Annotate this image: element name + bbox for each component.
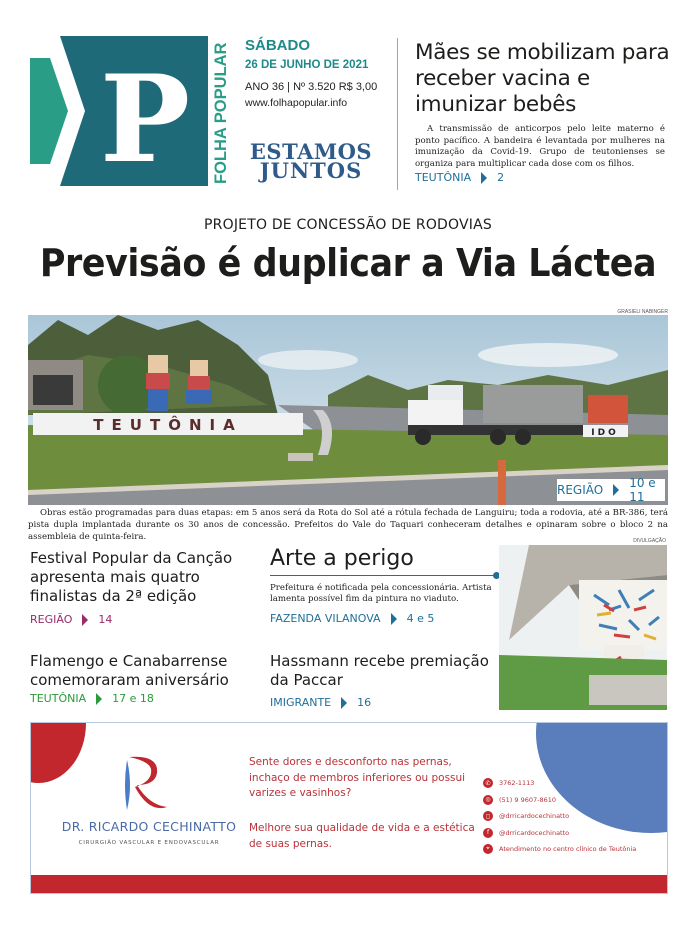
kicker-page: 17 e 18 bbox=[112, 692, 154, 705]
ad-bottom-bar bbox=[31, 875, 667, 893]
kicker-section: TEUTÔNIA bbox=[415, 171, 472, 184]
kicker-section: REGIÃO bbox=[557, 483, 604, 497]
lead-kicker[interactable] bbox=[557, 476, 665, 504]
kicker-page: 4 e 5 bbox=[406, 612, 435, 625]
photo-credit: GRASIELI NABINGER bbox=[617, 309, 668, 315]
ad-logo-r-icon bbox=[119, 755, 169, 815]
advertisement[interactable] bbox=[30, 722, 668, 894]
ad-question: Sente dores e desconforto nas pernas, inchaço de membros inferiores ou possui varizes e vasinhos? bbox=[249, 756, 466, 799]
main-headline[interactable]: Previsão é duplicar a Via Láctea bbox=[39, 241, 657, 285]
issue-edition: ANO 36 | Nº 3.520 R$ 3,00 bbox=[245, 81, 378, 93]
story-body-arte: Prefeitura é notificada pela concessionária. Artista lamenta possível fim da pintura no viaduto. bbox=[270, 583, 492, 604]
arrow-right-icon bbox=[613, 484, 619, 496]
campaign-line2: JUNTOS bbox=[259, 158, 363, 183]
kicker-section: FAZENDA VILANOVA bbox=[270, 612, 381, 625]
contact-text: @drricardocechinatto bbox=[499, 812, 570, 821]
story-kicker-hassmann[interactable] bbox=[270, 696, 371, 709]
story-title-flamengo[interactable]: Flamengo e Canabarrense comemoraram aniversário bbox=[30, 652, 229, 689]
ad-contact-phone[interactable] bbox=[483, 775, 668, 792]
arrow-right-icon bbox=[96, 693, 102, 705]
contact-text: 3762-1113 bbox=[499, 779, 535, 788]
kicker-page: 14 bbox=[98, 613, 113, 626]
arrow-right-icon bbox=[341, 697, 347, 709]
lead-photo[interactable] bbox=[28, 315, 668, 505]
website-link[interactable]: www.folhapopular.info bbox=[245, 97, 348, 109]
lead-caption: Obras estão programadas para duas etapas: em 5 anos será da Rota do Sol até a rótula fechada de Languiru; toda a rodovia, até a BR-386, terá pista dupla implantada durante os 30 anos de concessão. Prefeitos do Vale do Taquari conheceram detalhes e opinaram sobre o bloco 2 na assembleia de quinta-feira. bbox=[28, 508, 668, 542]
story-kicker-arte[interactable] bbox=[270, 612, 434, 625]
ad-red-circle bbox=[30, 722, 86, 783]
campaign-line1: ESTAMOS bbox=[249, 139, 373, 164]
arrow-right-icon bbox=[82, 614, 88, 626]
kicker-page: 16 bbox=[357, 696, 372, 709]
photo-credit-arte: DIVULGAÇÃO bbox=[633, 538, 666, 544]
top-story-kicker[interactable] bbox=[415, 171, 504, 184]
arrow-right-icon bbox=[481, 172, 487, 184]
ad-contact-whatsapp[interactable] bbox=[483, 792, 668, 809]
arrow-right-icon bbox=[391, 613, 397, 625]
masthead-divider bbox=[397, 38, 398, 190]
story-kicker-flamengo[interactable] bbox=[30, 692, 154, 705]
story-title-festival[interactable]: Festival Popular da Canção apresenta mais quatro finalistas da 2ª edição bbox=[30, 549, 233, 605]
facebook-icon: f bbox=[483, 828, 493, 838]
issue-day: SÁBADO bbox=[245, 37, 311, 54]
arte-pointer-line bbox=[270, 575, 495, 576]
story-title-hassmann[interactable]: Hassmann recebe premiação da Paccar bbox=[270, 652, 489, 689]
contact-text: Atendimento no centro clínico de Teutônia bbox=[499, 845, 637, 854]
kicker-page: 2 bbox=[497, 171, 505, 184]
logo-chevron-light bbox=[30, 58, 68, 164]
ad-doctor-specialty: CIRURGIÃO VASCULAR E ENDOVASCULAR bbox=[78, 840, 220, 846]
estamos-juntos-badge bbox=[246, 139, 376, 183]
story-title-arte[interactable]: Arte a perigo bbox=[270, 546, 414, 571]
issue-date: 26 DE JUNHO DE 2021 bbox=[245, 59, 369, 71]
instagram-icon: ◻ bbox=[483, 811, 493, 821]
ad-contact-instagram[interactable] bbox=[483, 808, 668, 825]
ad-pitch: Melhore sua qualidade de vida e a estética de suas pernas. bbox=[249, 822, 475, 850]
top-story-body: A transmissão de anticorpos pelo leite materno é ponto pacífico. A bandeira é levantada por mulheres na imunização da Covid-19. Grupo de teutonienses se organiza para multiplicar cada dose com os filhos. bbox=[415, 124, 665, 169]
lead-kicker-badge[interactable] bbox=[557, 476, 665, 504]
lead-section-label: PROJETO DE CONCESSÃO DE RODOVIAS bbox=[204, 217, 492, 233]
ad-doctor-name: DR. RICARDO CECHINATTO bbox=[61, 819, 237, 834]
arte-photo[interactable] bbox=[499, 545, 667, 710]
photo-sign-text: TEUTÔNIA bbox=[93, 416, 243, 434]
phone-icon: ✆ bbox=[483, 778, 493, 788]
ad-contact-list bbox=[483, 775, 668, 858]
kicker-section: REGIÃO bbox=[30, 613, 73, 626]
story-kicker-festival[interactable] bbox=[30, 613, 112, 626]
ad-contact-facebook[interactable] bbox=[483, 825, 668, 842]
kicker-section: TEUTÔNIA bbox=[30, 692, 87, 705]
kicker-page: 10 e 11 bbox=[629, 476, 656, 504]
ad-contact-location[interactable] bbox=[483, 841, 668, 858]
folha-popular-logo[interactable] bbox=[30, 36, 230, 186]
kicker-section: IMIGRANTE bbox=[270, 696, 332, 709]
top-story-title[interactable]: Mães se mobilizam para receber vacina e imunizar bebês bbox=[415, 40, 670, 117]
contact-text: @drricardocechinatto bbox=[499, 828, 570, 837]
logo-letter: P bbox=[99, 49, 191, 186]
whatsapp-icon: ◎ bbox=[483, 795, 493, 805]
contact-text: (51) 9 9607-8610 bbox=[499, 795, 557, 804]
photo-sign-text2: IDO bbox=[591, 428, 619, 438]
location-icon: ⌖ bbox=[483, 844, 493, 854]
logo-name: FOLHA POPULAR bbox=[212, 42, 230, 184]
